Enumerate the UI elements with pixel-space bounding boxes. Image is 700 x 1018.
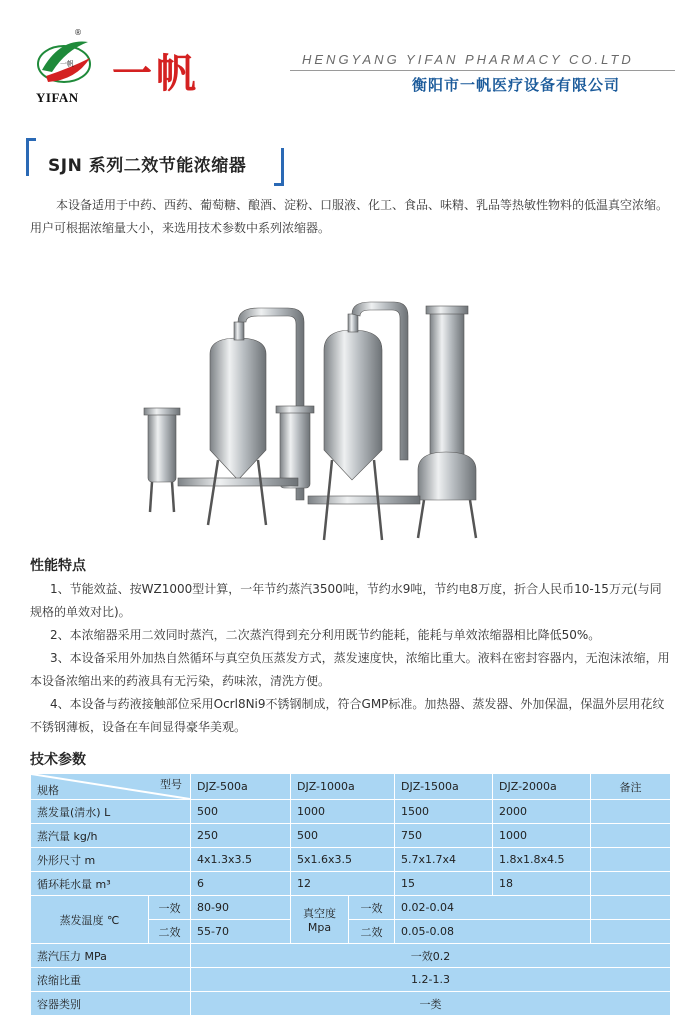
feature-item: 2、本浓缩器采用二效同时蒸汽，二次蒸汽得到充分利用既节约能耗，能耗与单效浓缩器相比降低50%。 xyxy=(50,628,601,642)
row-label: 浓缩比重 xyxy=(31,968,191,992)
concentrator-equipment-image xyxy=(138,300,498,545)
table-cell: 一效0.2 xyxy=(191,944,671,968)
title-bracket-right xyxy=(274,148,284,186)
remark-cell xyxy=(591,824,671,848)
corner-label-spec: 规格 xyxy=(37,784,59,797)
registered-mark: ® xyxy=(74,28,82,37)
table-cell: 1500 xyxy=(395,800,493,824)
remark-header: 备注 xyxy=(591,774,671,800)
features-heading: 性能特点 xyxy=(30,558,86,574)
header-divider xyxy=(290,70,675,71)
specs-header-row xyxy=(31,774,671,800)
row-label: 蒸发温度 ℃ xyxy=(31,896,149,944)
feature-item: 3、本设备采用外加热自然循环与真空负压蒸发方式，蒸发速度快，浓缩比重大。液料在密封容器内，无泡沫浓缩，用本设备浓缩出来的药液具有无污染，药味浓，清洗方便。 xyxy=(30,651,670,688)
specs-table xyxy=(30,773,671,1016)
row-label: 蒸汽压力 MPa xyxy=(31,944,191,968)
remark-cell xyxy=(591,848,671,872)
row-label: 外形尺寸 m xyxy=(31,848,191,872)
table-cell: 12 xyxy=(291,872,395,896)
row-label: 蒸汽量 kg/h xyxy=(31,824,191,848)
corner-label-model: 型号 xyxy=(160,778,182,791)
table-cell: 6 xyxy=(191,872,291,896)
table-cell: 0.05-0.08 xyxy=(395,920,591,944)
company-name-en: HENGYANG YIFAN PHARMACY CO.LTD xyxy=(302,52,634,67)
table-cell: 2000 xyxy=(493,800,591,824)
model-header: DJZ-1500a xyxy=(395,774,493,800)
table-cell: 1000 xyxy=(493,824,591,848)
logo-brand-en: YIFAN xyxy=(36,90,79,105)
table-cell: 250 xyxy=(191,824,291,848)
table-cell: 1000 xyxy=(291,800,395,824)
row-label: 循环耗水量 m³ xyxy=(31,872,191,896)
table-row xyxy=(31,800,671,824)
table-cell: 500 xyxy=(191,800,291,824)
row-label: 容器类别 xyxy=(31,992,191,1016)
table-row xyxy=(31,896,671,920)
model-header: DJZ-500a xyxy=(191,774,291,800)
brand-name-cn: 一帆 xyxy=(112,50,200,97)
table-row xyxy=(31,824,671,848)
table-row xyxy=(31,968,671,992)
table-cell: 55-70 xyxy=(191,920,291,944)
table-row xyxy=(31,848,671,872)
table-row xyxy=(31,872,671,896)
specs-corner-cell xyxy=(31,774,191,800)
specs-heading: 技术参数 xyxy=(30,752,86,768)
table-cell: 0.02-0.04 xyxy=(395,896,591,920)
product-title: SJN 系列二效节能浓缩器 xyxy=(48,156,247,176)
remark-cell xyxy=(591,872,671,896)
features-list xyxy=(30,578,670,739)
table-cell: 80-90 xyxy=(191,896,291,920)
company-name-cn: 衡阳市一帆医疗设备有限公司 xyxy=(412,76,621,94)
table-cell: 15 xyxy=(395,872,493,896)
table-cell: 5.7x1.7x4 xyxy=(395,848,493,872)
effect-label: 二效 xyxy=(349,920,395,944)
remark-cell xyxy=(591,800,671,824)
effect-label: 一效 xyxy=(149,896,191,920)
product-intro: 本设备适用于中药、西药、葡萄糖、酿酒、淀粉、口服液、化工、食品、味精、乳品等热敏性物料的低温真空浓缩。用户可根据浓缩量大小，来选用技术参数中系列浓缩器。 xyxy=(30,198,669,235)
table-cell: 18 xyxy=(493,872,591,896)
row-label: 蒸发量(清水) L xyxy=(31,800,191,824)
table-row xyxy=(31,944,671,968)
model-header: DJZ-2000a xyxy=(493,774,591,800)
table-cell: 一类 xyxy=(191,992,671,1016)
table-cell: 750 xyxy=(395,824,493,848)
effect-label: 一效 xyxy=(349,896,395,920)
feature-item: 4、本设备与药液接触部位采用Ocrl8Ni9不锈钢制成，符合GMP标准。加热器、蒸发器、外加保温，保温外层用花纹不锈钢薄板，设备在车间显得豪华美观。 xyxy=(30,697,665,734)
title-bracket-left xyxy=(26,138,36,176)
table-cell: 5x1.6x3.5 xyxy=(291,848,395,872)
effect-label: 二效 xyxy=(149,920,191,944)
remark-cell xyxy=(591,920,671,944)
table-cell: 1.8x1.8x4.5 xyxy=(493,848,591,872)
table-cell: 4x1.3x3.5 xyxy=(191,848,291,872)
table-cell: 500 xyxy=(291,824,395,848)
remark-cell xyxy=(591,896,671,920)
model-header: DJZ-1000a xyxy=(291,774,395,800)
table-row xyxy=(31,992,671,1016)
table-cell: 1.2-1.3 xyxy=(191,968,671,992)
feature-item: 1、节能效益、按WZ1000型计算，一年节约蒸汽3500吨，节约水9吨，节约电8万度，折合人民币10-15万元(与同规格的单效对比)。 xyxy=(30,582,662,619)
logo-mark-text: 一帆 xyxy=(60,60,74,68)
row-label: 真空度 Mpa xyxy=(291,896,349,944)
